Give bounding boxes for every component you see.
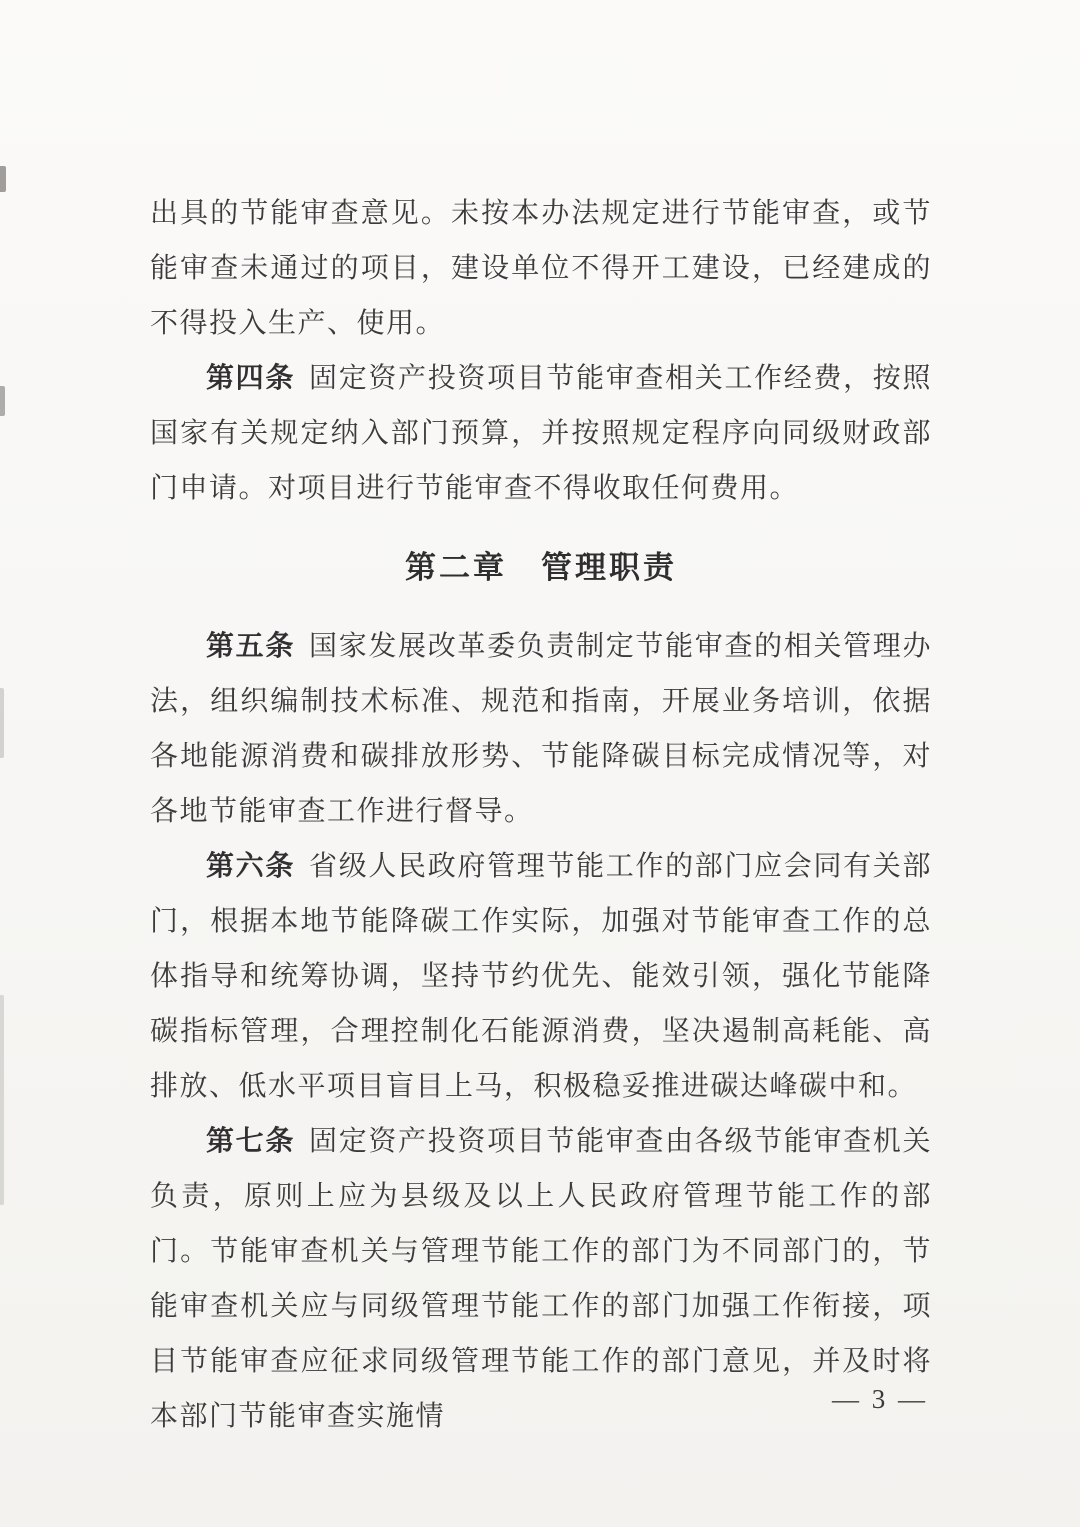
paragraph-article-6 <box>150 839 932 1114</box>
paragraph-text: 固定资产投资项目节能审查由各级节能审查机关负责，原则上应为县级及以上人民政府管理节能工作的部门。节能审查机关与管理节能工作的部门为不同部门的，节能审查机关应与同级管理节能工作的部门加强工作衔接，项目节能审查应征求同级管理节能工作的部门意见，并及时将本部门节能审查实施情 <box>150 1126 932 1432</box>
paragraph-text: 国家发展改革委负责制定节能审查的相关管理办法，组织编制技术标准、规范和指南，开展业务培训，依据各地能源消费和碳排放形势、节能降碳目标完成情况等，对各地节能审查工作进行督导。 <box>150 631 932 827</box>
paragraph-article-5 <box>150 619 932 839</box>
paragraph-article-4 <box>150 351 932 516</box>
scan-artifact <box>0 386 5 416</box>
paragraph-text: 省级人民政府管理节能工作的部门应会同有关部门，根据本地节能降碳工作实际，加强对节能审查工作的总体指导和统筹协调，坚持节约优先、能效引领，强化节能降碳指标管理，合理控制化石能源消费，坚决遏制高耗能、高排放、低水平项目盲目上马，积极稳妥推进碳达峰碳中和。 <box>150 851 932 1102</box>
scan-artifact <box>0 166 6 192</box>
scan-artifact <box>0 995 4 1205</box>
article-number: 第六条 <box>206 851 296 882</box>
chapter-heading: 第二章 管理职责 <box>405 550 677 585</box>
scan-artifact <box>0 688 4 758</box>
article-number: 第七条 <box>206 1126 296 1157</box>
paragraph-continuation <box>150 186 932 351</box>
article-number: 第五条 <box>206 631 296 662</box>
document-content <box>150 186 932 1444</box>
article-number: 第四条 <box>206 363 296 394</box>
paragraph-text: 出具的节能审查意见。未按本办法规定进行节能审查，或节能审查未通过的项目，建设单位不得开工建设，已经建成的不得投入生产、使用。 <box>150 198 932 339</box>
paragraph-article-7 <box>150 1114 932 1444</box>
paragraph-text: 固定资产投资项目节能审查相关工作经费，按照国家有关规定纳入部门预算，并按照规定程序向同级财政部门申请。对项目进行节能审查不得收取任何费用。 <box>150 363 932 504</box>
page-number: — 3 — <box>832 1384 928 1414</box>
